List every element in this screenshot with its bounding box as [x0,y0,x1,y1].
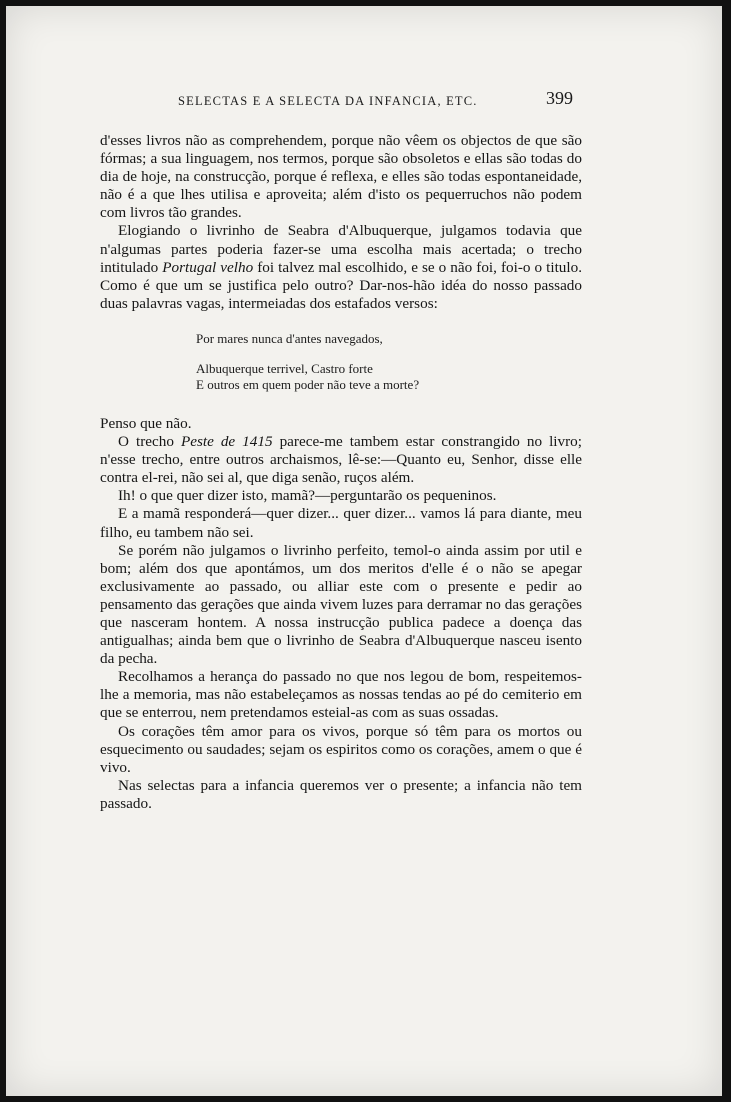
paragraph-6: E a mamã responderá—quer dizer... quer dizer... vamos lá para diante, meu filho, eu tambem não sei. [100,505,582,541]
paragraph-2-part-a: Elogiando o livrinho de Seabra d'Albuquerque, julgamos todavia que n'algumas partes poderia fazer-se uma escolha mais acertada; o trecho intitulado [100,222,582,276]
paragraph-2-title: Portugal velho [162,258,254,276]
paragraph-4-part-b: parece-me tambem estar constrangido no livro; n'esse trecho, entre outros archaismos, lê-se:—Quanto eu, Senhor, disse elle contra el-rei, não sei al, que diga senão, ruços além. [100,433,582,487]
verse-line-1: Por mares nunca d'antes navegados, [196,330,383,346]
paragraph-2 [100,222,582,312]
paragraph-9: Os corações têm amor para os vivos, porque só têm para os mortos ou esquecimento ou saudades; sejam os espiritos como os corações, amem o que é vivo. [100,722,582,776]
verse-line-2: Albuquerque terrivel, Castro forte [196,360,373,376]
page-header [6,88,722,118]
paragraph-5: Ih! o que quer dizer isto, mamã?—perguntarão os pequeninos. [118,487,497,505]
paragraph-8: Recolhamos a herança do passado no que nos legou de bom, respeitemos-lhe a memoria, mas não estabeleçamos as nossas tendas ao pé do cemiterio em que se enterrou, nem pretendamos esteial-as com as suas ossadas. [100,668,582,722]
paragraph-4 [100,433,582,487]
paragraph-1: d'esses livros não as comprehendem, porque não vêem os objectos de que são fórmas; a sua linguagem, nos termos, porque são obsoletos e ellas são todas do dia de hoje, na construcção, porque é reflexa, e elles são todas espontaneidade, não é a que lhes utilisa e aproveita; além d'isto os pequerruchos não podem com livros tão grandes. [100,132,582,222]
page-number: 399 [546,88,573,108]
paragraph-4-part-a: O trecho [118,433,181,451]
paragraph-4-title: Peste de 1415 [180,433,273,451]
book-page [6,6,722,1096]
body-text [100,132,582,813]
running-head: SELECTAS E A SELECTA DA INFANCIA, ETC. [178,94,478,108]
verse-quote [196,331,582,393]
paragraph-7: Se porém não julgamos o livrinho perfeito, temol-o ainda assim por util e bom; além dos que apontámos, um dos meritos d'elle é o não se apegar exclusivamente ao passado, ou alliar este com o presente e pedir ao pensamento das gerações que ainda vivem luzes para derramar no das gerações que nasceram hontem. A nossa instrucção publica padece a doença das antigualhas; ainda bem que o livrinho de Seabra d'Albuquerque nasceu isento da pecha. [100,541,582,668]
paragraph-3: Penso que não. [100,414,192,432]
paragraph-10: Nas selectas para a infancia queremos ver o presente; a infancia não tem passado. [100,776,582,812]
verse-line-3: E outros em quem poder não teve a morte? [196,376,420,392]
paragraph-2-part-b: foi talvez mal escolhido, e se o não foi, foi-o o titulo. Como é que um se justifica pelo outro? Dar-nos-hão idéa do nosso passado duas palavras vagas, intermeiadas dos estafados versos: [100,258,582,312]
